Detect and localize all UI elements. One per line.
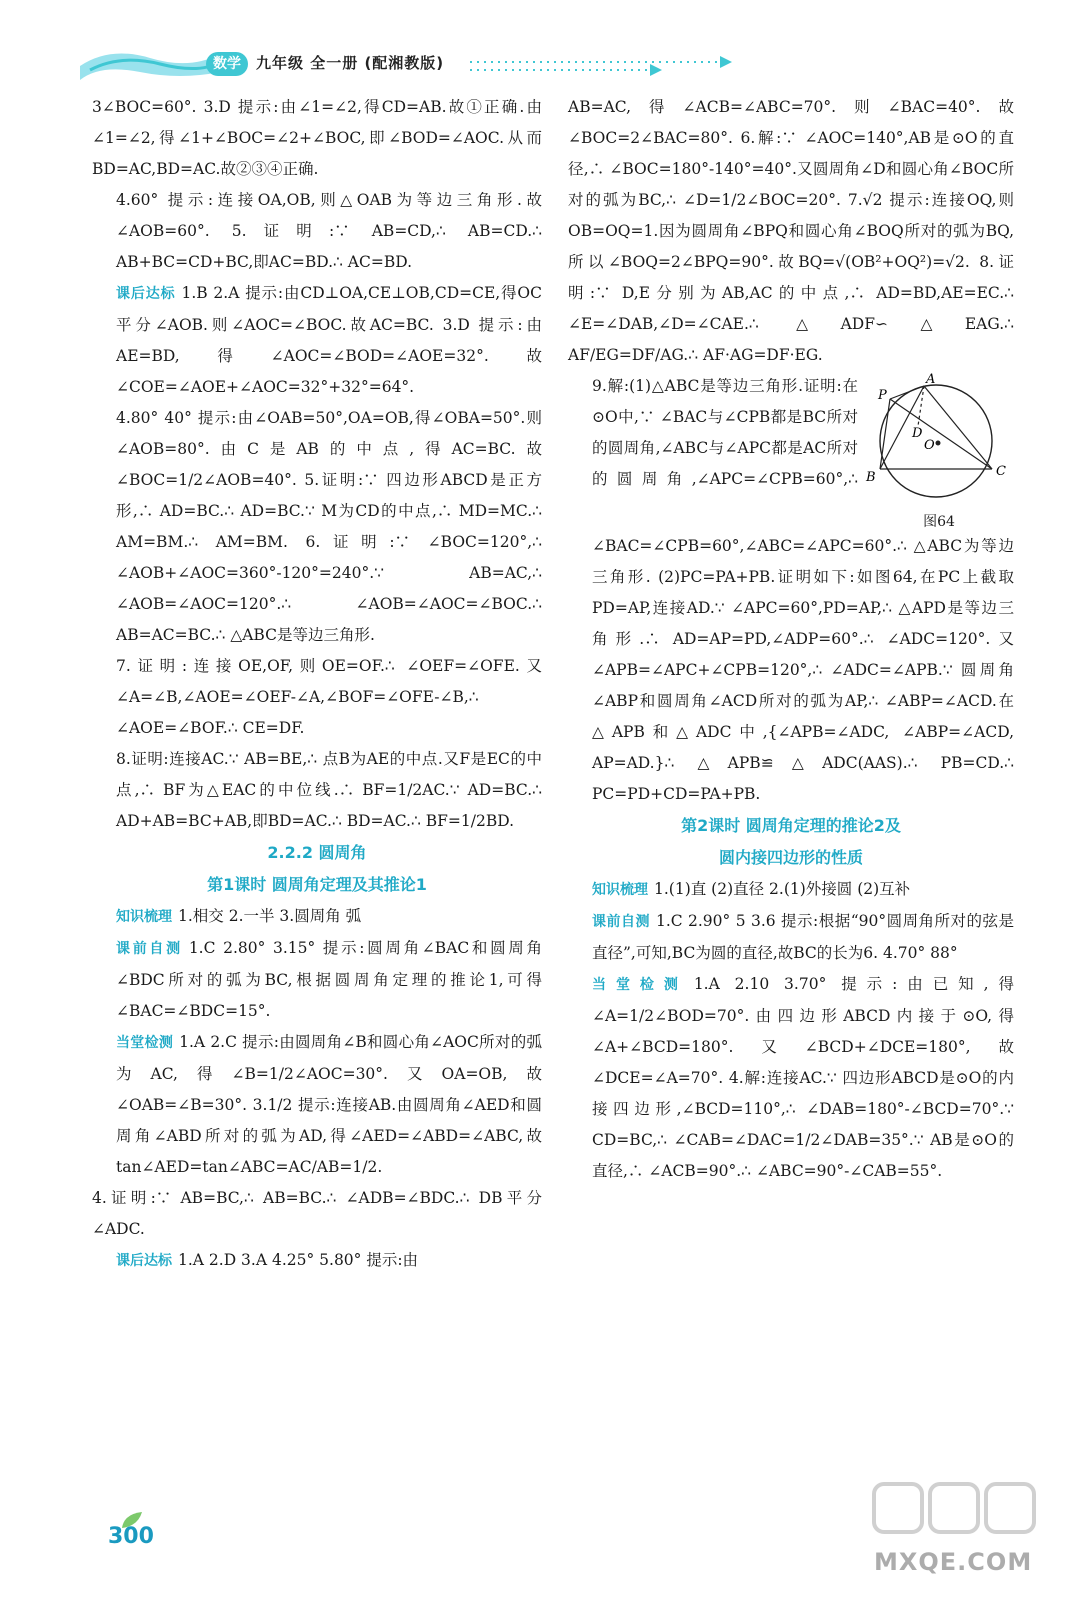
left-column	[92, 92, 542, 1277]
answer-paragraph: AB=AC,得∠ACB=∠ABC=70°.则∠BAC=40°.故∠BOC=2∠BAC=80°. 6.解:∵ ∠AOC=140°,AB是⊙O的直径,∴ ∠BOC=180°-140°=40°.又圆周角∠D和圆心角∠BOC所对的弧为BC,∴ ∠D=1/2∠BOC=20°. 7.√2 提示:连接OQ,则OB=OQ=1.因为圆周角∠BPQ和圆心角∠BOQ所对的弧为BQ,所以∠BOQ=2∠BPQ=90°.故BQ=√(OB²+OQ²)=√2. 8.证明:∵ D,E分别为AB,AC的中点,∴ AD=BD,AE=EC.∴ ∠E=∠DAB,∠D=∠CAE.∴ △ADF∽△EAG.∴ AF/EG=DF/AG.∴ AF·AG=DF·EG.	[568, 98, 1014, 364]
subject-badge: 数学	[206, 52, 248, 76]
answer-paragraph	[92, 933, 542, 1027]
figure-caption: 图64	[923, 514, 955, 530]
section-label: 知识梳理	[116, 909, 172, 925]
point-label-A: A	[926, 372, 936, 387]
answer-text: 1.A 2.C 提示:由圆周角∠B和圆心角∠AOC所对的弧为AC,得∠B=1/2∠AOC=30°.又OA=OB,故∠OAB=∠B=30°. 3.1/2 提示:连接AB.由圆周角∠AED和圆周角∠ABD所对的弧为AD,得∠AED=∠ABD=∠ABC,故tan∠AED=tan∠ABC=AC/AB=1/2.	[116, 1033, 542, 1176]
watermark-logo-icon	[870, 1478, 1040, 1548]
answer-paragraph: 4.60° 提示:连接OA,OB,则△OAB为等边三角形.故∠AOB=60°. 5.证明:∵ AB=CD,∴ AB=CD.∴ AB+BC=CD+BC,即AC=BD.∴ AC=BD.	[116, 191, 542, 271]
figure-64	[864, 371, 1014, 531]
lesson-heading: 第2课时 圆周角定理的推论2及	[681, 816, 901, 835]
answer-text: 1.相交 2.一半 3.圆周角 弧	[178, 907, 362, 925]
lesson-heading: 圆内接四边形的性质	[718, 848, 863, 867]
answer-paragraph: 4.80° 40° 提示:由∠OAB=50°,OA=OB,得∠OBA=50°.则∠AOB=80°.由C是AB的中点,得AC=BC.故∠BOC=1/2∠AOB=40°. 5.证明:∵ 四边形ABCD是正方形,∴ AD=BC.∴ AD=BC.∵ M为CD的中点,∴ MD=MC.∴ AM=BM.∴ AM=BM. 6.证明:∵ ∠BOC=120°,∴ ∠AOB+∠AOC=360°-120°=240°.∵ AB=AC,∴ ∠AOB=∠AOC=120°.∴ ∠AOB=∠AOC=∠BOC.∴ AB=AC=BC.∴ △ABC是等边三角形.	[116, 409, 542, 644]
answer-paragraph	[568, 969, 1014, 1187]
section-label: 当堂检测	[592, 977, 688, 993]
answer-text: 1.B 2.A 提示:由CD⊥OA,CE⊥OB,CD=CE,得OC平分∠AOB.则∠AOC=∠BOC.故AC=BC. 3.D 提示:由AE=BD,得∠AOC=∠BOD=∠AOE=32°.故∠COE=∠AOE+∠AOC=32°+32°=64°.	[116, 284, 542, 396]
answer-text: 1.(1)直 (2)直径 2.(1)外接圆 (2)互补	[654, 880, 911, 898]
answer-text: 1.C 2.80° 3.15° 提示:圆周角∠BAC和圆周角∠BDC所对的弧为BC,根据圆周角定理的推论1,可得∠BAC=∠BDC=15°.	[116, 939, 543, 1020]
header-wave-decoration	[80, 44, 220, 84]
point-label-D: D	[912, 426, 923, 441]
answer-text: 1.C 2.90° 5 3.6 提示:根据“90°圆周角所对的弦是直径”,可知,BC为圆的直径,故BC的长为6. 4.70° 88°	[592, 912, 1015, 962]
point-label-B: B	[866, 470, 876, 485]
watermark-text: MXQE.COM	[874, 1548, 1033, 1576]
point-label-O: O	[924, 438, 935, 453]
answer-paragraph	[92, 278, 542, 403]
answer-paragraph	[92, 1027, 542, 1183]
answer-paragraph: 3∠BOC=60°. 3.D 提示:由∠1=∠2,得CD=AB.故①正确.由∠1=∠2,得∠1+∠BOC=∠2+∠BOC,即∠BOD=∠AOC.从而BD=AC,BD=AC.故②③④正确.	[92, 98, 542, 178]
answer-text: 1.A 2.D 3.A 4.25° 5.80° 提示:由	[178, 1251, 419, 1269]
page-header	[0, 0, 1071, 100]
point-label-P: P	[878, 388, 887, 403]
answer-paragraph: 4.证明:∵ AB=BC,∴ AB=BC.∴ ∠ADB=∠BDC.∴ DB平分∠ADC.	[92, 1189, 542, 1238]
section-heading: 2.2.2 圆周角	[267, 843, 367, 862]
answer-paragraph: 9.解:(1)△ABC是等边三角形.证明:在⊙O中,∵ ∠BAC与∠CPB都是BC所对的圆周角,∠ABC与∠APC都是AC所对的圆周角,∠APC=∠CPB=60°,∴ ∠BAC=∠CPB=60°,∠ABC=∠APC=60°.∴ △ABC为等边三角形. (2)PC=PA+PB.证明如下:如图64,在PC上截取PD=AP,连接AD.∵ ∠APC=60°,PD=AP,∴ △APD是等边三角形.∴ AD=AP=PD,∠ADP=60°.∴ ∠ADC=120°.又∠APB=∠APC+∠CPB=120°,∴ ∠ADC=∠APB.∵ 圆周角∠ABP和圆周角∠ACD所对的弧为AP,∴ ∠ABP=∠ACD.在△APB和△ADC中,{∠APB=∠ADC, ∠ABP=∠ACD, AP=AD.}∴ △APB≌△ADC(AAS).∴ PB=CD.∴ PC=PD+CD=PA+PB.	[592, 377, 1014, 803]
section-label: 知识梳理	[592, 882, 648, 898]
point-label-C: C	[996, 464, 1006, 479]
right-column	[568, 92, 1014, 1187]
answer-paragraph: 8.证明:连接AC.∵ AB=BE,∴ 点B为AE的中点.又F是EC的中点,∴ BF为△EAC的中位线.∴ BF=1/2AC.∵ AD=BC.∴ AD+AB=BC+AB,即BD=AC.∴ BD=AC.∴ BF=1/2BD.	[116, 750, 542, 830]
answer-paragraph	[92, 901, 542, 933]
lesson-heading: 第1课时 圆周角定理及其推论1	[207, 875, 427, 894]
page-number: 300	[108, 1524, 154, 1549]
header-dotted-arrow	[470, 48, 740, 78]
answer-paragraph	[568, 874, 1014, 906]
book-title: 九年级 全一册 (配湘教版)	[256, 54, 445, 72]
section-label: 课前自测	[592, 914, 650, 930]
answer-paragraph	[568, 906, 1014, 969]
answer-paragraph	[92, 1245, 542, 1277]
answer-paragraph: 7.证明:连接OE,OF,则OE=OF.∴ ∠OEF=∠OFE.又∠A=∠B,∠AOE=∠OEF-∠A,∠BOF=∠OFE-∠B,∴ ∠AOE=∠BOF.∴ CE=DF.	[116, 657, 542, 737]
section-label: 当堂检测	[116, 1035, 174, 1051]
circle-diagram	[864, 371, 1014, 511]
answer-text: 1.A 2.10 3.70° 提示:由已知,得∠A=1/2∠BOD=70°.由四边形ABCD内接于⊙O,得∠A+∠BCD=180°.又∠BCD+∠DCE=180°,故∠DCE=∠A=70°. 4.解:连接AC.∵ 四边形ABCD是⊙O的内接四边形,∠BCD=110°,∴ ∠DAB=180°-∠BCD=70°.∵ CD=BC,∴ ∠CAB=∠DAC=1/2∠DAB=35°.∵ AB是⊙O的直径,∴ ∠ACB=90°.∴ ∠ABC=90°-∠CAB=55°.	[592, 975, 1015, 1180]
section-label: 课后达标	[116, 1253, 172, 1269]
section-label: 课前自测	[116, 941, 183, 957]
section-label: 课后达标	[116, 286, 176, 302]
